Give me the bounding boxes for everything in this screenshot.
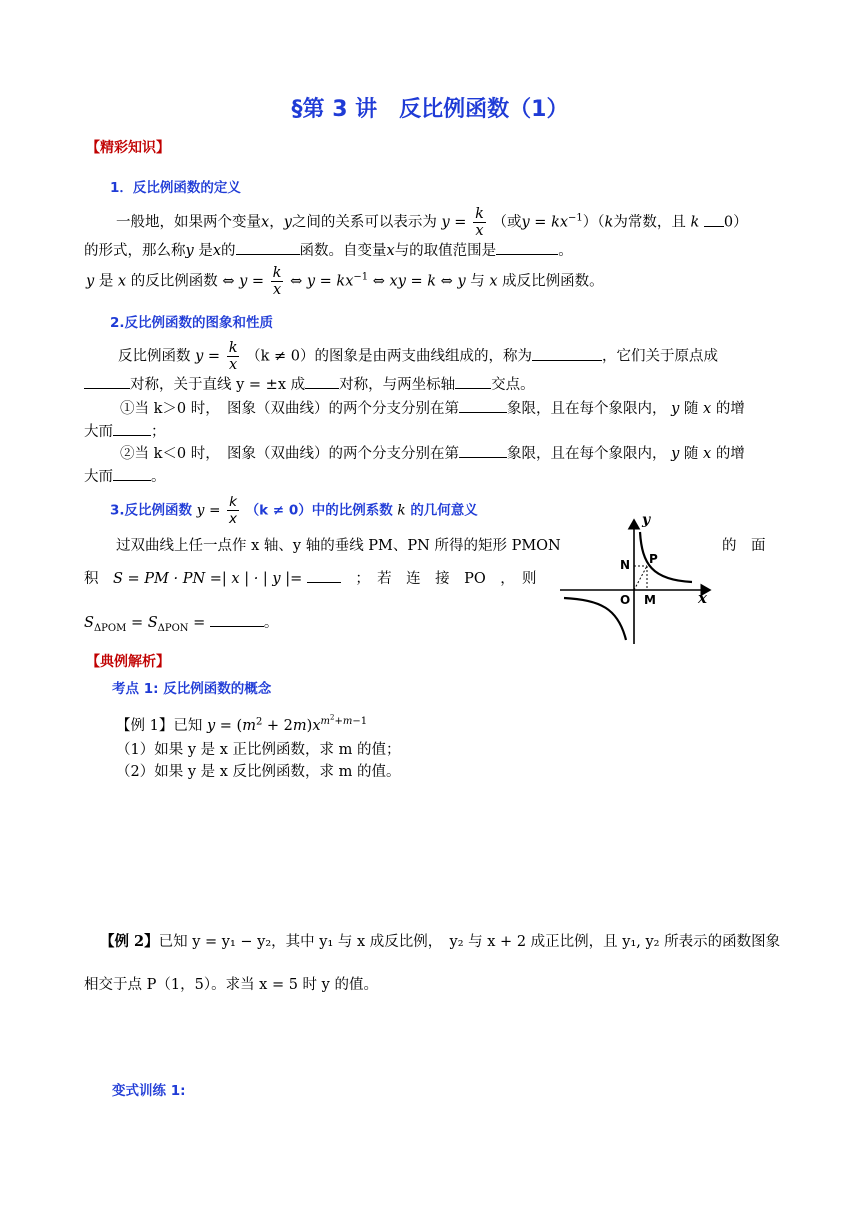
page-title: §第 3 讲 反比例函数（1） [291, 97, 569, 122]
segment-po [634, 566, 647, 590]
practice-heading: 变式训练 1: [112, 1083, 186, 1099]
example-2-line-2: 相交于点 P（1，5）。求当 x = 5 时 y 的值。 [84, 977, 378, 993]
origin-label: O [620, 593, 631, 607]
properties-line-6: 大而 。 [84, 466, 166, 487]
properties-line-3: ①当 k＞0 时， 图象（双曲线）的两个分支分别在第 象限，且在每个象限内， y 随 x 的增 [120, 398, 745, 419]
x-axis-label: x [698, 589, 707, 607]
hyperbola-figure [560, 512, 760, 647]
definition-line-2: 的形式，那么称y 是x的 函数。自变量x与的取值范围是 。 [84, 240, 573, 261]
geometric-line-1-end: 的 面 [722, 538, 766, 554]
geometric-line-2: 积 S = PM · PN =| x | · | y |= ； 若 连 接 PO ， 则 [84, 568, 537, 589]
point-p-label: P [649, 552, 658, 566]
example-1-statement: 【例 1】已知 $y = (m^2 + 2m)x^{m^2+m-1}$ [116, 714, 368, 735]
equivalence-line: y 是 x 的反比例函数 ⇔ y = $\frac{k}{x}$ ⇔ $y = kx^{-1}$ ⇔ xy = k ⇔ y 与 x 成反比例函数。 [86, 265, 604, 298]
point-n-label: N [620, 558, 631, 572]
properties-line-4: 大而 ； [84, 421, 166, 442]
hyperbola-branch-q3 [564, 598, 626, 640]
subheading-geometric-meaning: 3.反比例函数 y = $\frac{k}{x}$ （k ≠ 0）中的比例系数 k 的几何意义 [110, 494, 478, 527]
fraction-k-over-x-2: $\frac{k}{x}$ [272, 265, 282, 298]
subheading-definition: 1．反比例函数的定义 [110, 180, 241, 196]
subheading-graph-properties: 2.反比例函数的图象和性质 [110, 315, 274, 331]
example-1-question-2: （2）如果 y 是 x 反比例函数，求 m 的值。 [116, 764, 401, 780]
definition-line-1: 一般地，如果两个变量x，y之间的关系可以表示为 y = $\frac{k}{x}$ （或$y = kx^{-1})(k$为常数，且 k 0） [116, 206, 748, 239]
fraction-k-over-x-3: $\frac{k}{x}$ [228, 340, 238, 373]
properties-line-1: 反比例函数 y = $\frac{k}{x}$ （k ≠ 0）的图象是由两支曲线组成的，称为 ，它们关于原点成 [118, 340, 718, 373]
point-m-label: M [644, 593, 656, 607]
key-point-1: 考点 1: 反比例函数的概念 [112, 681, 272, 697]
fraction-k-over-x: $\frac{k}{x}$ [475, 206, 484, 239]
section-examples: 【典例解析】 [86, 654, 170, 670]
example-1-question-1: （1）如果 y 是 x 正比例函数，求 m 的值； [116, 742, 401, 758]
geometric-line-1: 过双曲线上任一点作 x 轴、y 轴的垂线 PM、PN 所得的矩形 PMON [116, 538, 561, 554]
properties-line-5: ②当 k＜0 时， 图象（双曲线）的两个分支分别在第 象限，且在每个象限内， y 随 x 的增 [120, 443, 745, 464]
geometric-line-3: $S_{\Delta POM} = S_{\Delta PON}$ = 。 [84, 612, 278, 639]
y-axis-label: y [642, 512, 651, 528]
section-knowledge: 【精彩知识】 [86, 140, 170, 156]
properties-line-2: 对称，关于直线 y = ±x 成 对称，与两坐标轴 交点。 [84, 374, 535, 395]
hyperbola-branch-q1 [640, 532, 692, 582]
example-2-line-1: 【例 2】已知 y = y₁ − y₂，其中 y₁ 与 x 成反比例， y₂ 与 x + 2 成正比例，且 y₁, y₂ 所表示的函数图象 [100, 933, 781, 950]
